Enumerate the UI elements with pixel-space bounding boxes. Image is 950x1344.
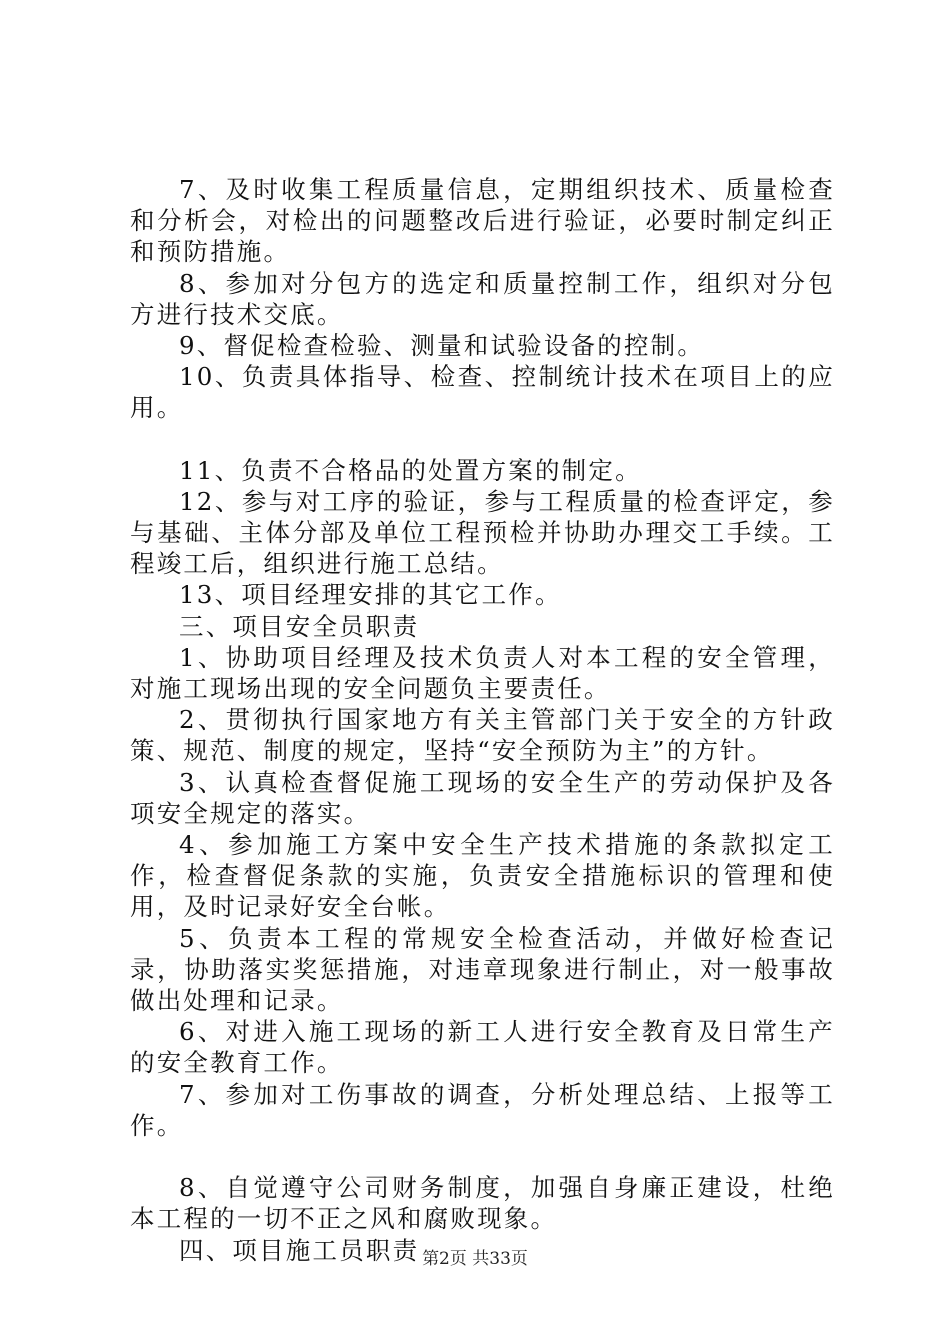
paragraph-safety-7: 7、参加对工伤事故的调查，分析处理总结、上报等工作。	[130, 1079, 835, 1140]
section-heading-safety-officer: 三、项目安全员职责	[179, 611, 420, 641]
paragraph-safety-3: 3、认真检查督促施工现场的安全生产的劳动保护及各项安全规定的落实。	[130, 767, 835, 828]
paragraph-quality-11: 11、负责不合格品的处置方案的制定。	[179, 455, 642, 485]
paragraph-safety-4: 4、参加施工方案中安全生产技术措施的条款拟定工作，检查督促条款的实施，负责安全措施标识的管理和使用，及时记录好安全台帐。	[130, 830, 835, 922]
paragraph-quality-10: 10、负责具体指导、检查、控制统计技术在项目上的应用。	[130, 362, 835, 423]
paragraph-quality-12: 12、参与对工序的验证，参与工程质量的检查评定，参与基础、主体分部及单位工程预检并协助办理交工手续。工程竣工后，组织进行施工总结。	[130, 486, 835, 579]
paragraph-safety-2: 2、贯彻执行国家地方有关主管部门关于安全的方针政策、规范、制度的规定，坚持“安全预防为主”的方针。	[130, 705, 835, 766]
paragraph-spacer	[130, 424, 835, 455]
page-number-footer: 第2页 共33页	[422, 1249, 528, 1269]
section-heading-construction-officer: 四、项目施工员职责	[179, 1235, 420, 1265]
paragraph-safety-6: 6、对进入施工现场的新工人进行安全教育及日常生产的安全教育工作。	[130, 1017, 835, 1078]
paragraph-quality-7: 7、及时收集工程质量信息，定期组织技术、质量检查和分析会，对检出的问题整改后进行验证，必要时制定纠正和预防措施。	[130, 175, 835, 267]
document-body	[130, 174, 835, 1266]
paragraph-quality-8: 8、参加对分包方的选定和质量控制工作，组织对分包方进行技术交底。	[130, 268, 835, 329]
paragraph-quality-13: 13、项目经理安排的其它工作。	[179, 580, 562, 610]
paragraph-quality-9: 9、督促检查检验、测量和试验设备的控制。	[179, 331, 705, 361]
paragraph-safety-1: 1、协助项目经理及技术负责人对本工程的安全管理，对施工现场出现的安全问题负主要责任。	[130, 642, 835, 704]
paragraph-safety-5: 5、负责本工程的常规安全检查活动，并做好检查记录，协助落实奖惩措施，对违章现象进行制止，对一般事故做出处理和记录。	[130, 923, 835, 1016]
paragraph-spacer	[130, 1141, 835, 1172]
paragraph-safety-8: 8、自觉遵守公司财务制度，加强自身廉正建设，杜绝本工程的一切不正之风和腐败现象。	[130, 1173, 835, 1234]
